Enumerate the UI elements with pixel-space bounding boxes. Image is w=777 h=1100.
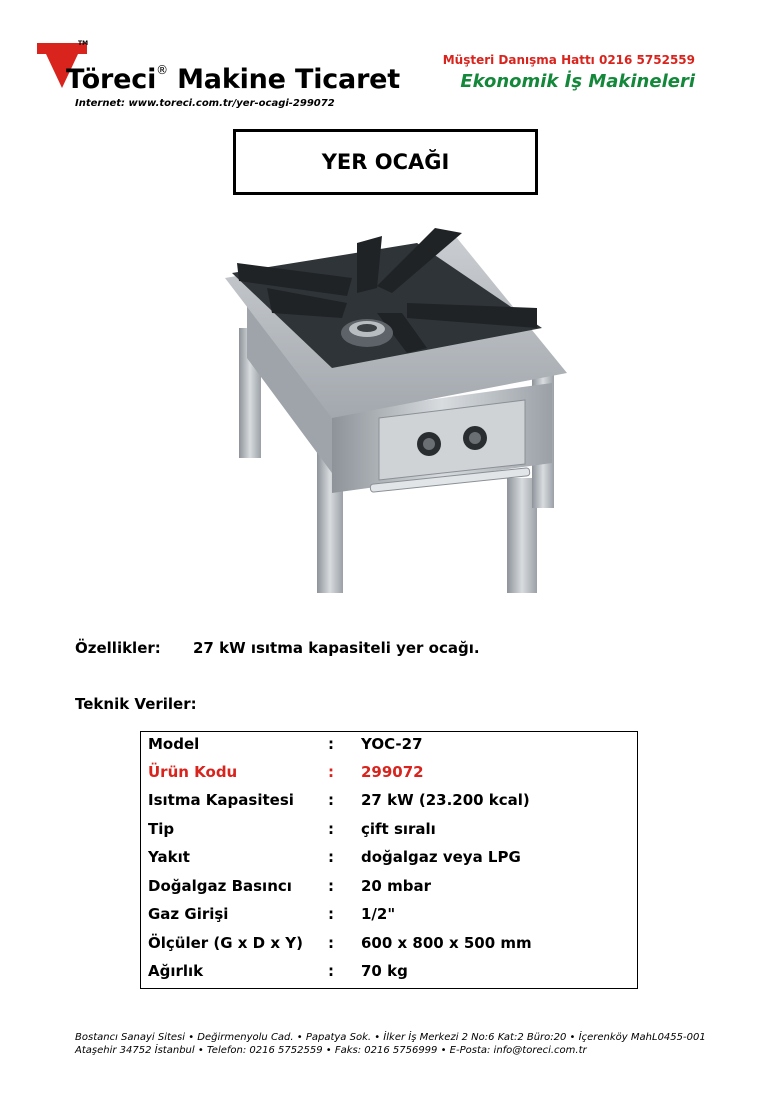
spec-label: Model [148, 735, 200, 753]
registered-mark: ® [156, 63, 168, 77]
spec-row-gas-pressure [141, 877, 637, 905]
spec-row-type [141, 820, 637, 848]
footer-address-line: Bostancı Sanayi Sitesi • Değirmenyolu Cad. • Papatya Sok. • İlker İş Merkezi 2 No:6 Kat:2 Büro:20 • İçerenköy Mah. [75, 1032, 656, 1043]
spec-colon: : [328, 905, 334, 923]
spec-value: 70 kg [361, 962, 408, 980]
spec-label: Doğalgaz Basıncı [148, 877, 292, 895]
spec-row-dimensions [141, 934, 637, 962]
company-name [66, 63, 400, 95]
spec-colon: : [328, 934, 334, 952]
features-value: 27 kW ısıtma kapasiteli yer ocağı. [193, 639, 480, 657]
spec-label: Ürün Kodu [148, 763, 238, 781]
spec-value: 20 mbar [361, 877, 431, 895]
spec-row-product-code [141, 763, 637, 791]
spec-table [140, 731, 638, 989]
spec-label: Ölçüler (G x D x Y) [148, 934, 303, 952]
spec-colon: : [328, 962, 334, 980]
spec-label: Ağırlık [148, 962, 204, 980]
spec-colon: : [328, 848, 334, 866]
footer-contact-line: Ataşehir 34752 İstanbul • Telefon: 0216 5752559 • Faks: 0216 5756999 • E-Posta: info@toreci.com.tr [75, 1045, 587, 1056]
slogan: Ekonomik İş Makineleri [460, 71, 695, 92]
spec-row-gas-inlet [141, 905, 637, 933]
company-name-main: Töreci [66, 64, 157, 95]
technical-data-label: Teknik Veriler: [75, 695, 197, 713]
spec-label: Tip [148, 820, 175, 838]
spec-row-weight [141, 962, 637, 990]
spec-label: Gaz Girişi [148, 905, 229, 923]
spec-value: YOC-27 [361, 735, 423, 753]
spec-colon: : [328, 877, 334, 895]
spec-value: 600 x 800 x 500 mm [361, 934, 532, 952]
website-link[interactable]: Internet: www.toreci.com.tr/yer-ocagi-299072 [75, 98, 335, 109]
spec-colon: : [328, 735, 334, 753]
spec-value: 27 kW (23.200 kcal) [361, 791, 530, 809]
customer-hotline: Müşteri Danışma Hattı 0216 5752559 [442, 53, 695, 67]
spec-colon: : [328, 763, 334, 781]
spec-row-fuel [141, 848, 637, 876]
page-title: YER OCAĞI [321, 150, 450, 174]
company-name-suffix: Makine Ticaret [177, 64, 401, 95]
trademark-mark: TM [78, 40, 89, 47]
spec-value: 1/2" [361, 905, 396, 923]
spec-label: Yakıt [148, 848, 190, 866]
title-box [233, 129, 538, 195]
spec-colon: : [328, 820, 334, 838]
spec-label: Isıtma Kapasitesi [148, 791, 294, 809]
spec-row-heating-capacity [141, 791, 637, 819]
spec-row-model [141, 735, 637, 763]
features-label: Özellikler: [75, 639, 161, 657]
spec-colon: : [328, 791, 334, 809]
document-code: L0455-001 [652, 1032, 706, 1043]
product-image [207, 218, 569, 598]
spec-value: doğalgaz veya LPG [361, 848, 521, 866]
spec-value: çift sıralı [361, 820, 436, 838]
spec-value: 299072 [361, 763, 424, 781]
